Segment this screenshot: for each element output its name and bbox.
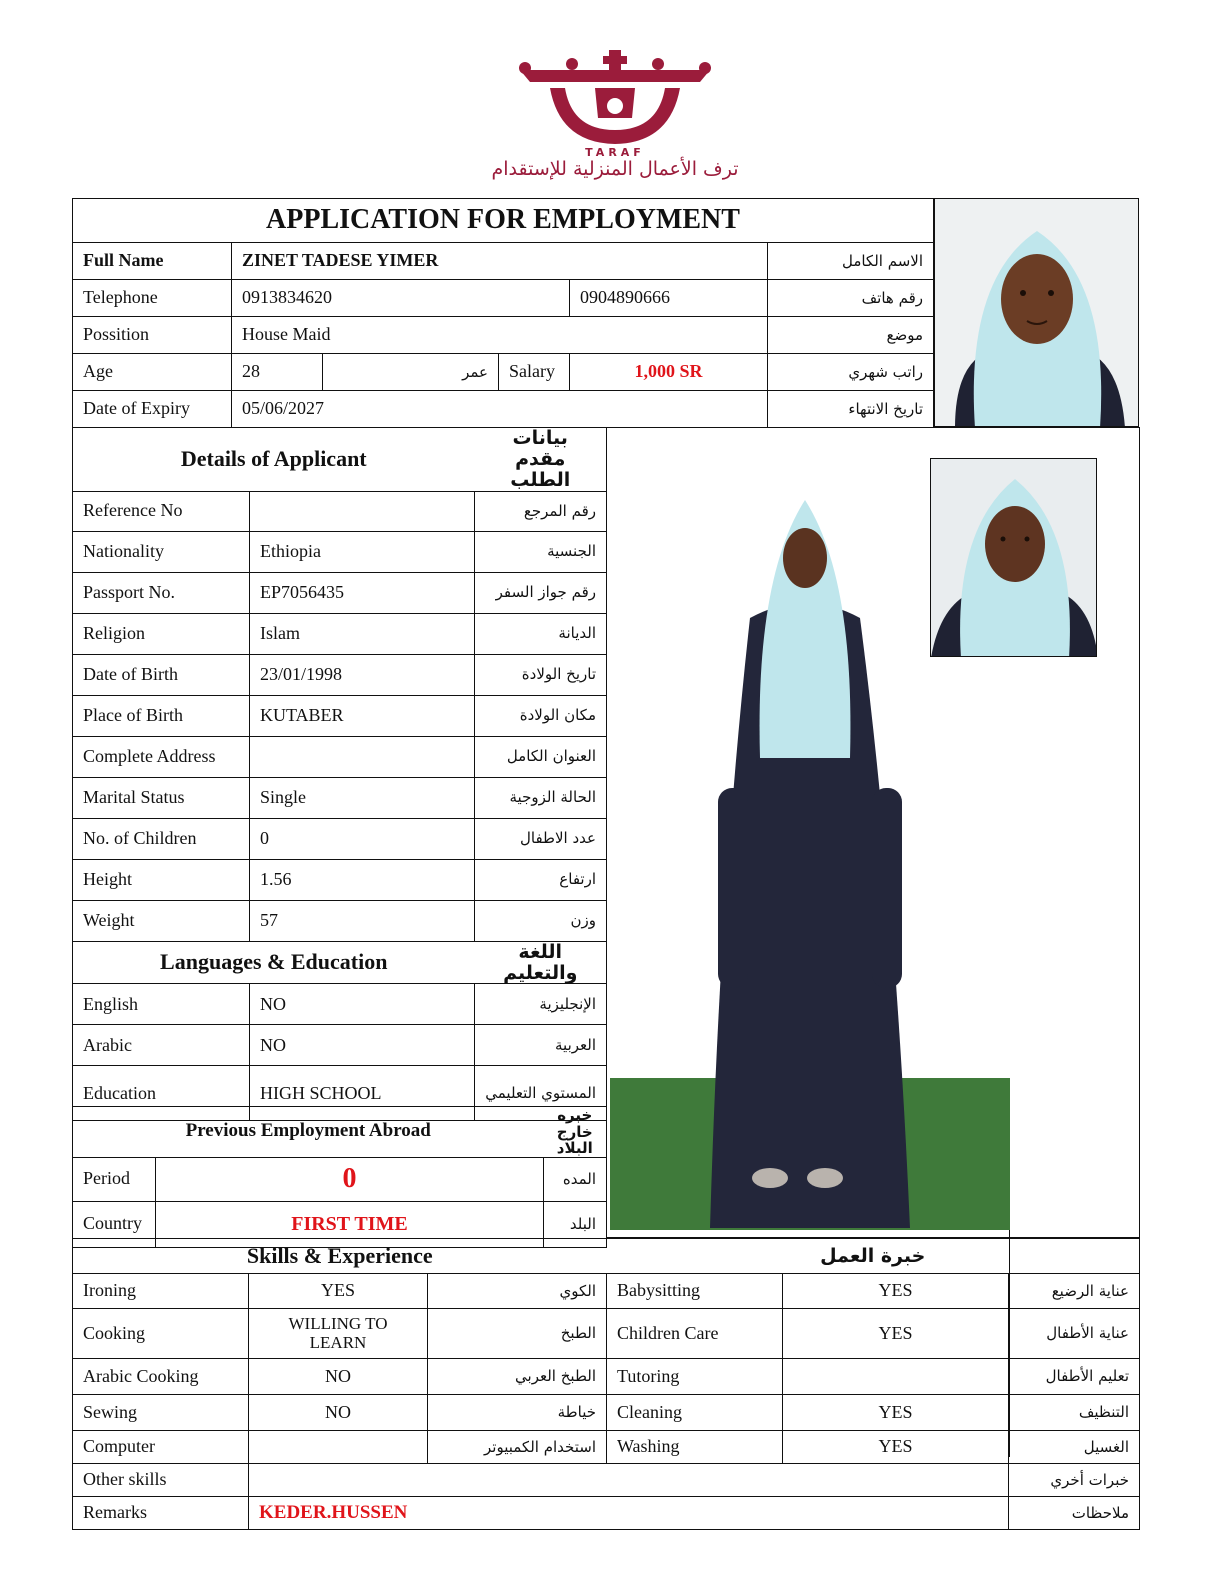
- religion-label: Religion: [73, 613, 250, 654]
- page-title: APPLICATION FOR EMPLOYMENT: [73, 199, 934, 243]
- details-heading-ar: بيانات مقدم الطلب: [475, 428, 607, 492]
- washing-value: YES: [783, 1431, 1009, 1464]
- table-row: [73, 1309, 1140, 1359]
- ironing-value: YES: [249, 1274, 428, 1309]
- religion-label-ar: الديانة: [475, 613, 607, 654]
- position-label: Possition: [73, 317, 232, 354]
- languages-heading: Languages & Education: [73, 941, 475, 984]
- table-row: [73, 531, 607, 572]
- expiry-value: 05/06/2027: [232, 391, 768, 428]
- expiry-label-ar: تاريخ الانتهاء: [768, 391, 934, 428]
- skills-table: [72, 1238, 1140, 1530]
- cleaning-label: Cleaning: [607, 1395, 783, 1431]
- crown-logo-icon: [400, 48, 830, 158]
- salary-label: Salary: [499, 354, 570, 391]
- table-row: [73, 613, 607, 654]
- age-label-ar: عمر: [323, 354, 499, 391]
- previous-heading: Previous Employment Abroad: [73, 1107, 544, 1158]
- other-skills-value: [249, 1464, 1009, 1497]
- logo-arabic-text: ترف الأعمال المنزلية للإستقدام: [491, 158, 739, 180]
- height-label-ar: ارتفاع: [475, 859, 607, 900]
- english-label-ar: الإنجليزية: [475, 984, 607, 1025]
- marital-value: Single: [250, 777, 475, 818]
- reference-label-ar: رقم المرجع: [475, 491, 607, 531]
- computer-value: [249, 1431, 428, 1464]
- reference-value: [250, 491, 475, 531]
- position-value: House Maid: [232, 317, 768, 354]
- dob-label-ar: تاريخ الولادة: [475, 654, 607, 695]
- headshot-photo-small: [930, 458, 1097, 657]
- age-value: 28: [232, 354, 323, 391]
- weight-label: Weight: [73, 900, 250, 941]
- computer-label: Computer: [73, 1431, 249, 1464]
- sewing-value: NO: [249, 1395, 428, 1431]
- period-value: 0: [156, 1157, 544, 1201]
- arabic-cooking-label-ar: الطبخ العربي: [428, 1359, 607, 1395]
- babysitting-value: YES: [783, 1274, 1009, 1309]
- education-value: HIGH SCHOOL: [250, 1066, 475, 1121]
- english-label: English: [73, 984, 250, 1025]
- ironing-label-ar: الكوي: [428, 1274, 607, 1309]
- washing-label: Washing: [607, 1431, 783, 1464]
- position-label-ar: موضع: [768, 317, 934, 354]
- skills-heading-ar: خبرة العمل: [607, 1239, 1140, 1274]
- salary-value: 1,000 SR: [570, 354, 768, 391]
- nationality-value: Ethiopia: [250, 531, 475, 572]
- table-row: [73, 572, 607, 613]
- babysitting-label-ar: عناية الرضيع: [1009, 1274, 1140, 1309]
- table-row: [73, 1431, 1140, 1464]
- country-value: FIRST TIME: [156, 1201, 544, 1247]
- cleaning-value: YES: [783, 1395, 1009, 1431]
- cooking-label-ar: الطبخ: [428, 1309, 607, 1359]
- children-care-label-ar: عناية الأطفال: [1009, 1309, 1140, 1359]
- tutoring-label-ar: تعليم الأطفال: [1009, 1359, 1140, 1395]
- table-row: [73, 818, 607, 859]
- age-label: Age: [73, 354, 232, 391]
- computer-label-ar: استخدام الكمبيوتر: [428, 1431, 607, 1464]
- tutoring-value: [783, 1359, 1009, 1395]
- country-label-ar: البلد: [544, 1201, 607, 1247]
- salary-label-ar: راتب شهري: [768, 354, 934, 391]
- table-row: [73, 1025, 607, 1066]
- telephone-label: Telephone: [73, 280, 232, 317]
- address-label-ar: العنوان الكامل: [475, 736, 607, 777]
- company-logo: [400, 48, 830, 183]
- education-label: Education: [73, 1066, 250, 1121]
- pob-label-ar: مكان الولادة: [475, 695, 607, 736]
- telephone-value-2: 0904890666: [570, 280, 768, 317]
- reference-label: Reference No: [73, 491, 250, 531]
- dob-value: 23/01/1998: [250, 654, 475, 695]
- nationality-label-ar: الجنسية: [475, 531, 607, 572]
- logo-latin-text: TARAF: [585, 146, 645, 159]
- full-name-value: ZINET TADESE YIMER: [232, 243, 768, 280]
- address-label: Complete Address: [73, 736, 250, 777]
- telephone-value-1: 0913834620: [232, 280, 570, 317]
- height-value: 1.56: [250, 859, 475, 900]
- tutoring-label: Tutoring: [607, 1359, 783, 1395]
- marital-label: Marital Status: [73, 777, 250, 818]
- details-heading: Details of Applicant: [73, 428, 475, 492]
- babysitting-label: Babysitting: [607, 1274, 783, 1309]
- weight-value: 57: [250, 900, 475, 941]
- table-row: [73, 1359, 1140, 1395]
- pob-label: Place of Birth: [73, 695, 250, 736]
- cleaning-label-ar: التنظيف: [1009, 1395, 1140, 1431]
- washing-label-ar: الغسيل: [1009, 1431, 1140, 1464]
- passport-value: EP7056435: [250, 572, 475, 613]
- table-row: [73, 777, 607, 818]
- sewing-label: Sewing: [73, 1395, 249, 1431]
- sewing-label-ar: خياطة: [428, 1395, 607, 1431]
- english-value: NO: [250, 984, 475, 1025]
- table-row: [73, 491, 607, 531]
- cooking-label: Cooking: [73, 1309, 249, 1359]
- pob-value: KUTABER: [250, 695, 475, 736]
- education-label-ar: المستوي التعليمي: [475, 1066, 607, 1121]
- languages-heading-ar: اللغة والتعليم: [475, 941, 607, 984]
- table-row: [73, 1464, 1140, 1497]
- period-label-ar: المده: [544, 1157, 607, 1201]
- passport-label: Passport No.: [73, 572, 250, 613]
- other-skills-label-ar: خبرات أخري: [1009, 1464, 1140, 1497]
- table-row: [73, 1274, 1140, 1309]
- address-value: [250, 736, 475, 777]
- skills-heading: Skills & Experience: [73, 1239, 607, 1274]
- weight-label-ar: وزن: [475, 900, 607, 941]
- remarks-value: KEDER.HUSSEN: [249, 1497, 1009, 1530]
- full-name-label-ar: الاسم الكامل: [768, 243, 934, 280]
- previous-heading-ar: خبره خارج البلاد: [544, 1107, 607, 1158]
- children-label-ar: عدد الاطفال: [475, 818, 607, 859]
- religion-value: Islam: [250, 613, 475, 654]
- table-row: [73, 900, 607, 941]
- arabic-cooking-label: Arabic Cooking: [73, 1359, 249, 1395]
- expiry-label: Date of Expiry: [73, 391, 232, 428]
- children-value: 0: [250, 818, 475, 859]
- children-care-label: Children Care: [607, 1309, 783, 1359]
- arabic-value: NO: [250, 1025, 475, 1066]
- headshot-photo-top: [934, 198, 1139, 427]
- children-care-value: YES: [783, 1309, 1009, 1359]
- table-row: [73, 859, 607, 900]
- children-label: No. of Children: [73, 818, 250, 859]
- arabic-label-ar: العربية: [475, 1025, 607, 1066]
- header-table: [72, 198, 934, 428]
- table-row: [73, 654, 607, 695]
- remarks-label-ar: ملاحظات: [1009, 1497, 1140, 1530]
- table-row: [73, 984, 607, 1025]
- telephone-label-ar: رقم هاتف: [768, 280, 934, 317]
- table-row: [73, 736, 607, 777]
- remarks-label: Remarks: [73, 1497, 249, 1530]
- table-row: [73, 695, 607, 736]
- ironing-label: Ironing: [73, 1274, 249, 1309]
- other-skills-label: Other skills: [73, 1464, 249, 1497]
- arabic-label: Arabic: [73, 1025, 250, 1066]
- details-table: [72, 427, 607, 1121]
- dob-label: Date of Birth: [73, 654, 250, 695]
- table-row: [73, 1497, 1140, 1530]
- country-label: Country: [73, 1201, 156, 1247]
- table-row: [73, 1395, 1140, 1431]
- nationality-label: Nationality: [73, 531, 250, 572]
- full-name-label: Full Name: [73, 243, 232, 280]
- previous-employment-table: [72, 1106, 607, 1248]
- passport-label-ar: رقم جواز السفر: [475, 572, 607, 613]
- arabic-cooking-value: NO: [249, 1359, 428, 1395]
- height-label: Height: [73, 859, 250, 900]
- period-label: Period: [73, 1157, 156, 1201]
- marital-label-ar: الحالة الزوجية: [475, 777, 607, 818]
- cooking-value: WILLING TO LEARN: [249, 1309, 428, 1359]
